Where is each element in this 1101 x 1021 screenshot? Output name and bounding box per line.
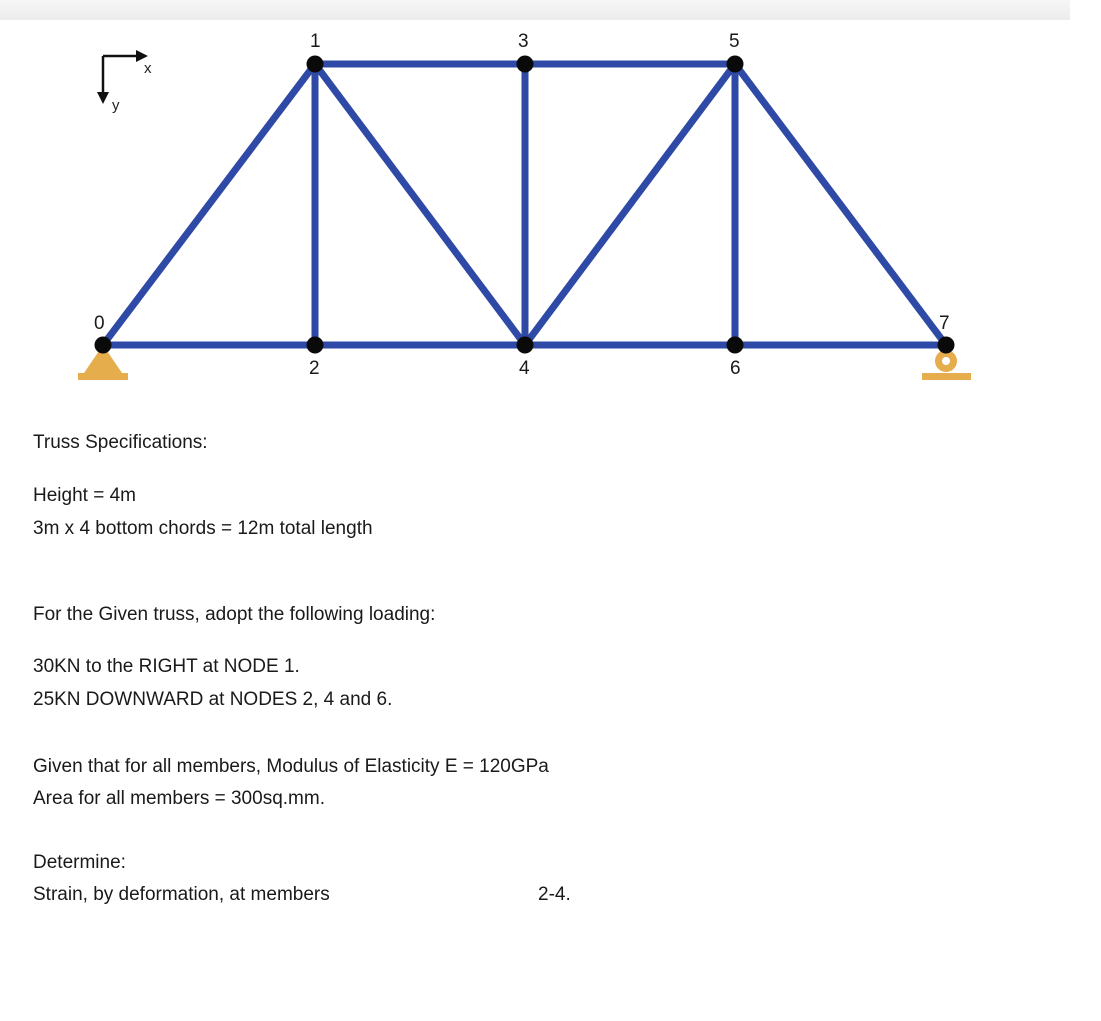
node-label-6: 6: [730, 358, 741, 379]
node-0: [95, 337, 112, 354]
node-3: [517, 56, 534, 73]
roller-support: [922, 350, 971, 380]
x-axis-label: x: [144, 60, 152, 77]
truss-members: [103, 64, 946, 345]
node-label-2: 2: [309, 358, 320, 379]
load-nodes-2-4-6: 25KN DOWNWARD at NODES 2, 4 and 6.: [33, 689, 393, 710]
member-0-1: [103, 64, 315, 345]
node-label-0: 0: [94, 313, 105, 334]
member-4-5: [525, 64, 735, 345]
determine-heading: Determine:: [33, 852, 126, 873]
node-4: [517, 337, 534, 354]
node-label-5: 5: [729, 31, 740, 52]
node-5: [727, 56, 744, 73]
node-label-4: 4: [519, 358, 530, 379]
member-1-4: [315, 64, 525, 345]
strain-question: Strain, by deformation, at members: [33, 884, 330, 905]
area-spec: Area for all members = 300sq.mm.: [33, 788, 325, 809]
node-1: [307, 56, 324, 73]
height-spec: Height = 4m: [33, 485, 136, 506]
node-label-7: 7: [939, 313, 950, 334]
node-7: [938, 337, 955, 354]
axes-indicator: [97, 50, 152, 114]
node-2: [307, 337, 324, 354]
modulus-spec: Given that for all members, Modulus of Elasticity E = 120GPa: [33, 756, 549, 777]
strain-member: 2-4.: [538, 884, 571, 905]
loading-intro: For the Given truss, adopt the following loading:: [33, 604, 436, 625]
y-axis-label: y: [112, 97, 120, 114]
node-label-3: 3: [518, 31, 529, 52]
truss-diagram: [0, 0, 1101, 420]
specs-heading: Truss Specifications:: [33, 432, 208, 453]
node-label-1: 1: [310, 31, 321, 52]
bottom-chords-spec: 3m x 4 bottom chords = 12m total length: [33, 518, 373, 539]
member-5-7: [735, 64, 946, 345]
node-6: [727, 337, 744, 354]
load-node-1: 30KN to the RIGHT at NODE 1.: [33, 656, 300, 677]
